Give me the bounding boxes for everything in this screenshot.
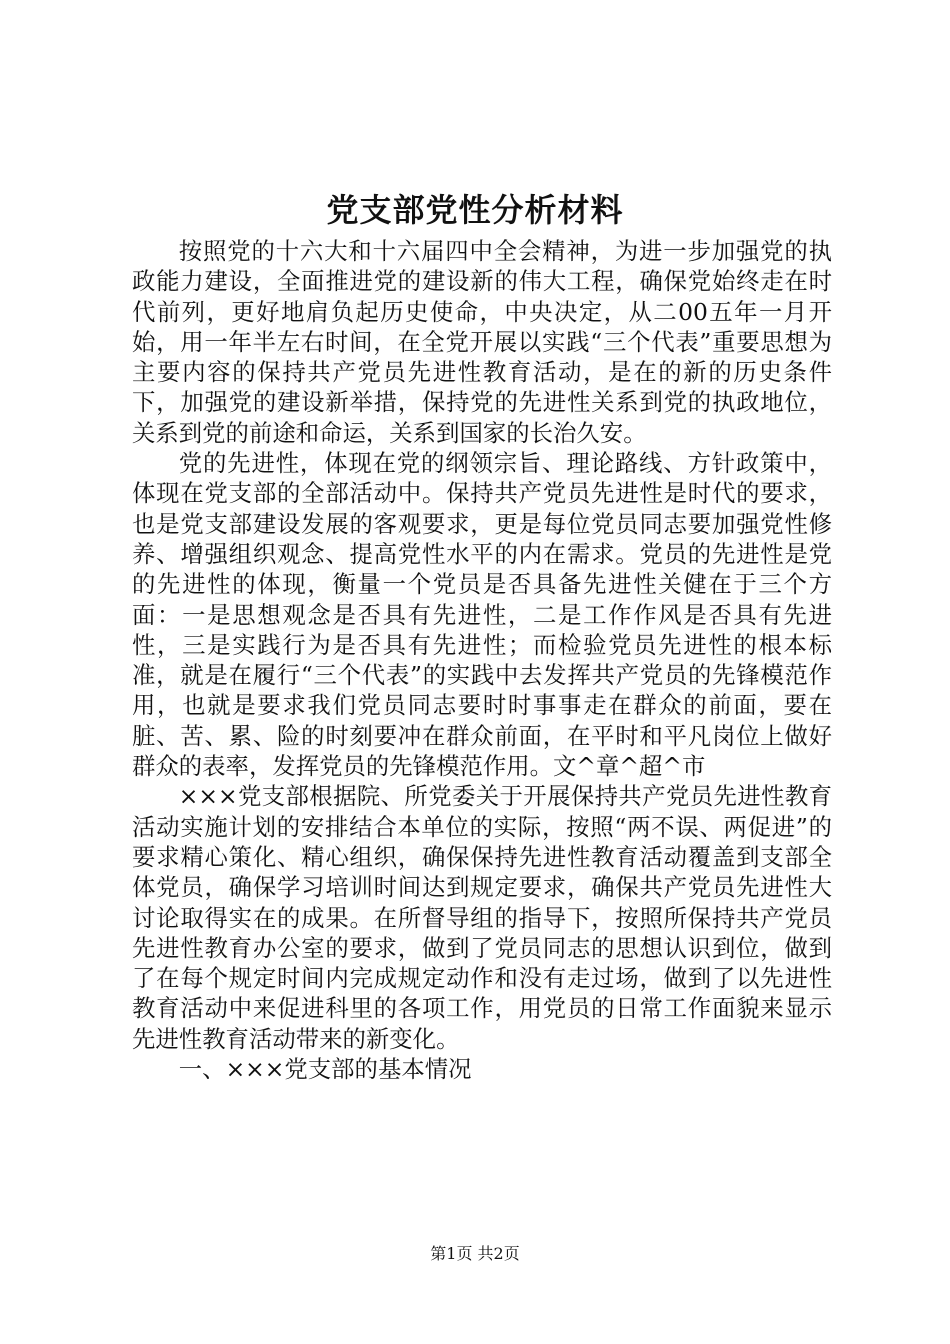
page-total: 共2页 bbox=[477, 1244, 520, 1263]
page-footer bbox=[0, 1243, 950, 1265]
paragraph-branch-activities: ×××党支部根据院、所党委关于开展保持共产党员先进性教育活动实施计划的安排结合本单位的实际，按照“两不误、两促进”的要求精心策化、精心组织，确保保持先进性教育活动覆盖到支部全体党员，确保学习培训时间达到规定要求，确保共产党员先进性大讨论取得实在的成果。在所督导组的指导下，按照所保持共产党员先进性教育办公室的要求，做到了党员同志的思想认识到位，做到了在每个规定时间内完成规定动作和没有走过场，做到了以先进性教育活动中来促进科里的各项工作，用党员的日常工作面貌来显示先进性教育活动带来的新变化。 bbox=[132, 782, 832, 1053]
page-number: 第1页 bbox=[430, 1244, 473, 1263]
page-title: 党支部党性分析材料 bbox=[326, 191, 624, 229]
document-body bbox=[132, 236, 832, 1084]
paragraph-advancement: 党的先进性，体现在党的纲领宗旨、理论路线、方针政策中，体现在党支部的全部活动中。保持共产党员先进性是时代的要求，也是党支部建设发展的客观要求，更是每位党员同志要加强党性修养、增强组织观念、提高党性水平的内在需求。党员的先进性是党的先进性的体现，衡量一个党员是否具备先进性关健在于三个方面：一是思想观念是否具有先进性，二是工作作风是否具有先进性，三是实践行为是否具有先进性；而检验党员先进性的根本标准，就是在履行“三个代表”的实践中去发挥共产党员的先锋模范作用，也就是要求我们党员同志要时时事事走在群众的前面，要在脏、苦、累、险的时刻要冲在群众前面，在平时和平凡岗位上做好群众的表率，发挥党员的先锋模范作用。文^章^超^市 bbox=[132, 449, 832, 781]
paragraph-intro: 按照党的十六大和十六届四中全会精神，为进一步加强党的执政能力建设，全面推进党的建设新的伟大工程，确保党始终走在时代前列，更好地肩负起历史使命，中央决定，从二00五年一月开始，用一年半左右时间，在全党开展以实践“三个代表”重要思想为主要内容的保持共产党员先进性教育活动，是在的新的历史条件下，加强党的建设新举措，保持党的先进性关系到党的执政地位，关系到党的前途和命运，关系到国家的长治久安。 bbox=[132, 237, 832, 447]
section-heading-basic-info: 一、×××党支部的基本情况 bbox=[178, 1055, 472, 1084]
